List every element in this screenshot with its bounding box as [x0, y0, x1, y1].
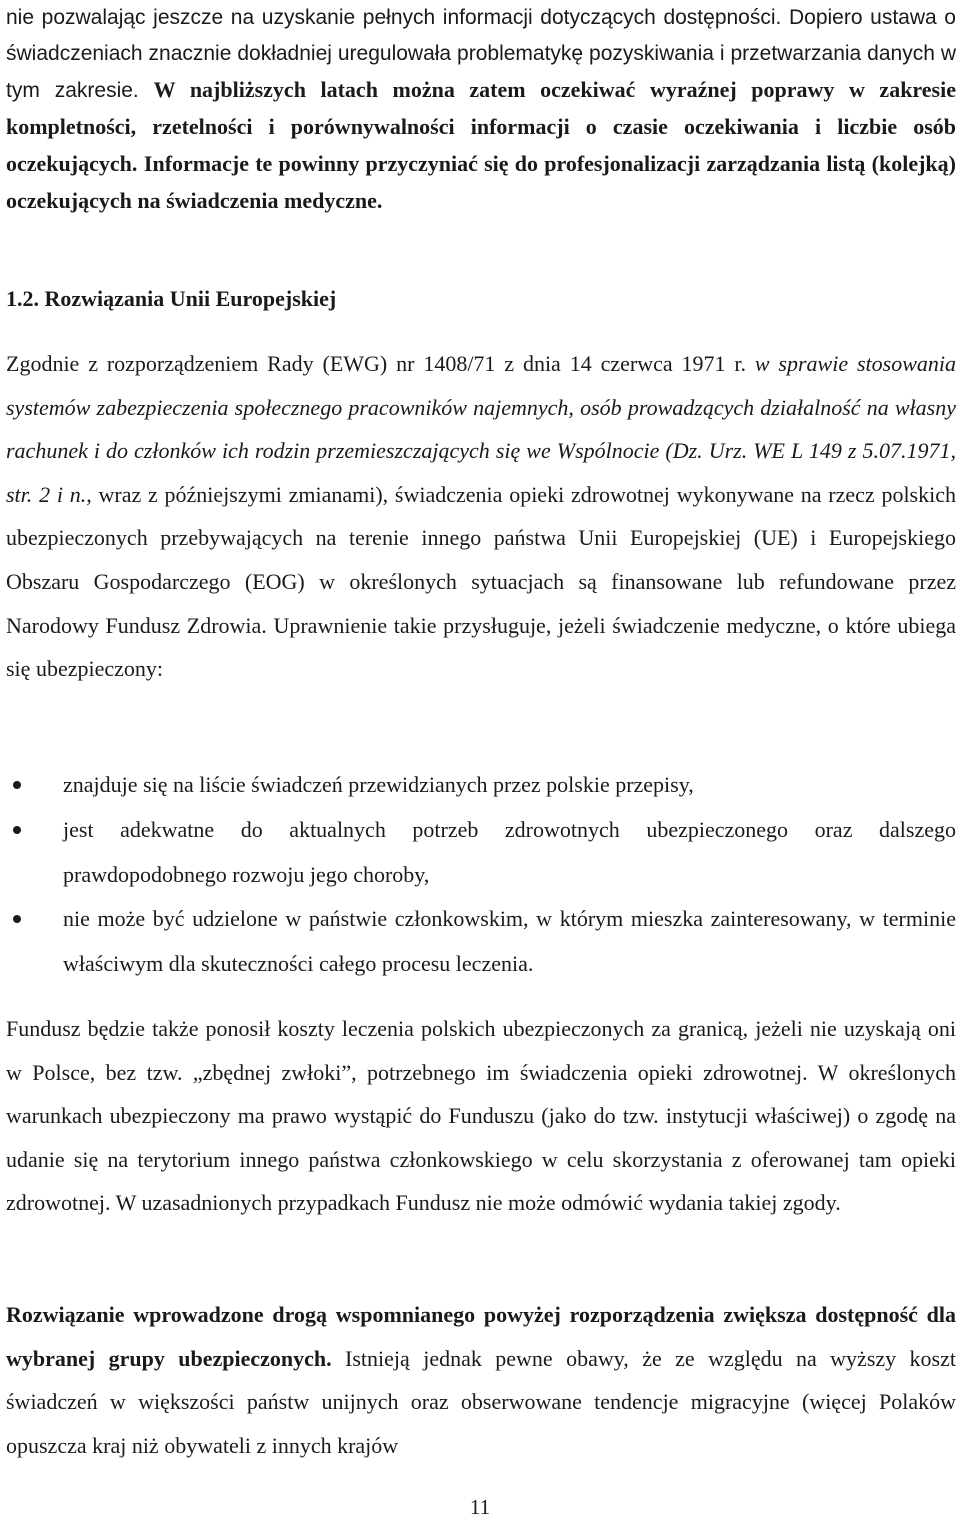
regulation-title: w sprawie stosowania systemów zabezpieczenia społecznego pracowników najemnych, osób prowadzących działalność na własny rachunek i do członków ich rodzin przemieszczających się we Wspólnocie (Dz. Urz. WE L 149 z 5.07.1971, str. 2 i n.	[6, 351, 956, 507]
list-item: znajduje się na liście świadczeń przewidzianych przez polskie przepisy,	[6, 763, 956, 808]
paragraph-bold-text: W najbliższych latach można zatem oczekiwać wyraźnej poprawy w zakresie kompletności, rzetelności i porównywalności informacji o czasie oczekiwania i liczbie osób oczekujących.	[6, 77, 956, 176]
list-item: nie może być udzielone w państwie członkowskim, w którym mieszka zainteresowany, w terminie właściwym dla skuteczności całego procesu leczenia.	[6, 897, 956, 987]
section-heading: 1.2. Rozwiązania Unii Europejskiej	[6, 286, 337, 311]
paragraph-fund-costs: Fundusz będzie także ponosił koszty leczenia polskich ubezpieczonych za granicą, jeżeli nie uzyskają oni w Polsce, bez tzw. „zbędnej zwłoki”, potrzebnego im świadczenia opieki zdrowotnej. W określonych warunkach ubezpieczony ma prawo wystąpić do Funduszu (jako do tzw. instytucji właściwej) o zgodę na udanie się na terytorium innego państwa członkowskiego w celu skorzystania z oferowanej tam opieki zdrowotnej. W uzasadnionych przypadkach Fundusz nie może odmówić wydania takiej zgody.	[6, 1016, 956, 1216]
list-item: jest adekwatne do aktualnych potrzeb zdrowotnych ubezpieczonego oraz dalszego prawdopodobnego rozwoju jego choroby,	[6, 808, 956, 898]
paragraph-availability-data	[6, 0, 956, 220]
paragraph-eu-regulation	[6, 342, 956, 691]
conditions-list	[6, 763, 956, 987]
page-number: 11	[469, 1495, 491, 1519]
paragraph-text: , wraz z późniejszymi zmianami), świadczenia opieki zdrowotnej wykonywane na rzecz polskich ubezpieczonych przebywających na terenie innego państwa Unii Europejskiej (UE) i Europejskiego Obszaru Gospodarczego (EOG) w określonych sytuacjach są finansowane lub refundowane przez Narodowy Fundusz Zdrowia. Uprawnienie takie przysługuje, jeżeli świadczenie medyczne, o które ubiega się ubezpieczony:	[6, 481, 956, 682]
paragraph-text: Istnieją jednak pewne obawy, że ze względu na wyższy koszt świadczeń w większości państw unijnych oraz obserwowane tendencje migracyjne (więcej Polaków opuszcza kraj niż obywateli z innych krajów	[6, 1345, 956, 1458]
paragraph-bold-text: Informacje te powinny przyczyniać się do profesjonalizacji zarządzania listą (kolejką) oczekujących na świadczenia medyczne.	[6, 151, 956, 213]
paragraph-bold-text: Rozwiązanie wprowadzone drogą wspomnianego powyżej rozporządzenia zwiększa dostępność dla wybranej grupy ubezpieczonych.	[6, 1302, 956, 1371]
paragraph-text: Zgodnie z rozporządzeniem Rady (EWG) nr 1408/71 z dnia 14 czerwca 1971 r.	[6, 351, 755, 376]
paragraph-text: nie pozwalając jeszcze na uzyskanie pełnych informacji dotyczących dostępności. Dopiero ustawa o świadczeniach znacznie dokładniej uregulowała problematykę pozyskiwania i przetwarzania danych w tym zakresie.	[6, 6, 956, 102]
paragraph-regulation-effect	[6, 1293, 956, 1467]
